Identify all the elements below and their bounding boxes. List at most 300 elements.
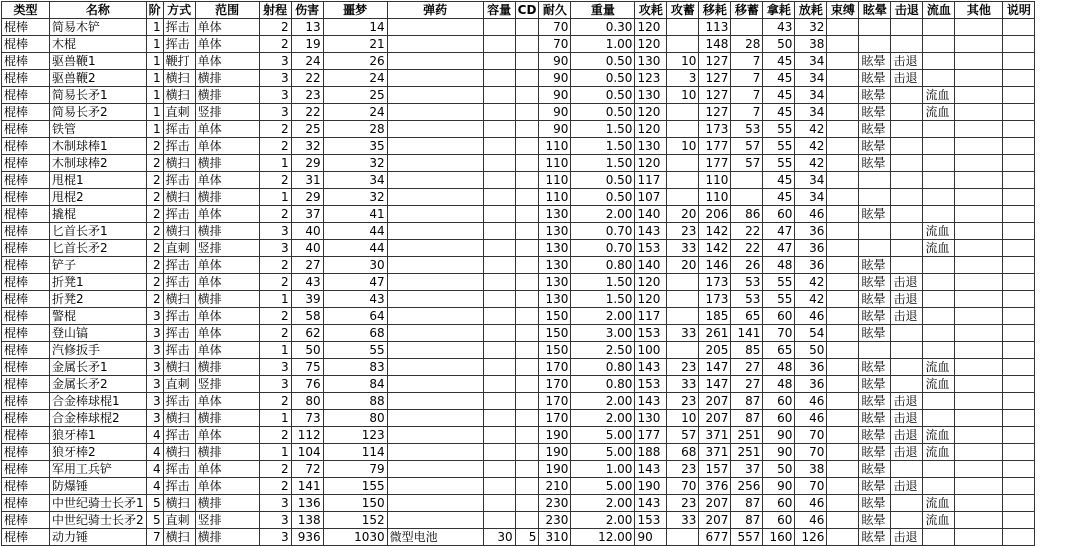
cell-ammo (387, 325, 483, 342)
cell-bind (827, 206, 859, 223)
cell-movecost: 173 (699, 291, 731, 308)
cell-reach: 1 (259, 342, 291, 359)
cell-cd (515, 53, 539, 70)
cell-ammo (387, 461, 483, 478)
column-header-dropcost: 放耗 (795, 2, 827, 19)
table-row (2, 155, 1035, 172)
cell-durability: 170 (539, 376, 571, 393)
cell-mode: 挥击 (163, 342, 195, 359)
cell-durability: 110 (539, 138, 571, 155)
cell-type: 棍棒 (2, 53, 50, 70)
table-row (2, 461, 1035, 478)
cell-mode: 横扫 (163, 444, 195, 461)
cell-weight: 0.80 (571, 257, 635, 274)
cell-range: 单体 (195, 393, 259, 410)
cell-name: 狼牙棒2 (50, 444, 147, 461)
cell-range: 单体 (195, 274, 259, 291)
cell-tier: 3 (146, 325, 163, 342)
cell-bind (827, 478, 859, 495)
cell-holdcost: 55 (763, 291, 795, 308)
cell-bleed (923, 529, 955, 546)
cell-knockback (891, 138, 923, 155)
cell-range: 横排 (195, 359, 259, 376)
cell-ammo: 微型电池 (387, 529, 483, 546)
cell-nightmare: 88 (323, 393, 387, 410)
cell-type: 棍棒 (2, 121, 50, 138)
cell-mode: 直刺 (163, 240, 195, 257)
cell-name: 木制球棒2 (50, 155, 147, 172)
cell-movecharge: 87 (731, 410, 763, 427)
cell-ammo (387, 393, 483, 410)
cell-dizzy: 眩晕 (859, 427, 891, 444)
cell-atkcost: 130 (635, 138, 667, 155)
cell-atkcharge: 57 (667, 427, 699, 444)
cell-atkcost: 120 (635, 104, 667, 121)
cell-dizzy: 眩晕 (859, 410, 891, 427)
cell-movecharge: 251 (731, 444, 763, 461)
cell-atkcharge (667, 19, 699, 36)
cell-bind (827, 512, 859, 529)
cell-movecharge: 22 (731, 223, 763, 240)
cell-movecost: 142 (699, 223, 731, 240)
cell-durability: 90 (539, 121, 571, 138)
cell-note (1003, 87, 1035, 104)
cell-reach: 2 (259, 274, 291, 291)
cell-cd (515, 36, 539, 53)
cell-tier: 3 (146, 359, 163, 376)
cell-mode: 鞭打 (163, 53, 195, 70)
cell-nightmare: 80 (323, 410, 387, 427)
cell-knockback (891, 342, 923, 359)
cell-bleed (923, 155, 955, 172)
table-row (2, 376, 1035, 393)
cell-type: 棍棒 (2, 359, 50, 376)
cell-range: 单体 (195, 427, 259, 444)
cell-damage: 80 (291, 393, 323, 410)
cell-bind (827, 393, 859, 410)
cell-cd (515, 206, 539, 223)
cell-reach: 3 (259, 376, 291, 393)
cell-type: 棍棒 (2, 257, 50, 274)
cell-bleed (923, 121, 955, 138)
cell-weight: 1.50 (571, 291, 635, 308)
cell-other (955, 53, 1003, 70)
cell-other (955, 223, 1003, 240)
cell-dizzy: 眩晕 (859, 70, 891, 87)
cell-movecharge: 37 (731, 461, 763, 478)
cell-mode: 挥击 (163, 308, 195, 325)
cell-name: 金属长矛1 (50, 359, 147, 376)
cell-bleed: 流血 (923, 512, 955, 529)
cell-bleed (923, 36, 955, 53)
column-header-nightmare: 噩梦 (323, 2, 387, 19)
cell-atkcharge: 23 (667, 223, 699, 240)
cell-dizzy: 眩晕 (859, 393, 891, 410)
cell-movecharge: 26 (731, 257, 763, 274)
cell-weight: 5.00 (571, 427, 635, 444)
cell-other (955, 529, 1003, 546)
cell-movecost: 110 (699, 189, 731, 206)
cell-note (1003, 529, 1035, 546)
cell-atkcharge: 23 (667, 359, 699, 376)
cell-range: 竖排 (195, 240, 259, 257)
cell-type: 棍棒 (2, 461, 50, 478)
cell-dropcost: 70 (795, 427, 827, 444)
cell-holdcost: 48 (763, 376, 795, 393)
cell-cd: 5 (515, 529, 539, 546)
cell-name: 木制球棒1 (50, 138, 147, 155)
table-header-row (2, 2, 1035, 19)
cell-note (1003, 53, 1035, 70)
cell-other (955, 240, 1003, 257)
cell-reach: 3 (259, 359, 291, 376)
cell-reach: 1 (259, 291, 291, 308)
cell-reach: 3 (259, 223, 291, 240)
cell-damage: 40 (291, 223, 323, 240)
cell-durability: 130 (539, 291, 571, 308)
cell-tier: 3 (146, 308, 163, 325)
cell-weight: 0.50 (571, 70, 635, 87)
cell-bleed (923, 257, 955, 274)
cell-reach: 2 (259, 308, 291, 325)
cell-cd (515, 19, 539, 36)
cell-dizzy: 眩晕 (859, 308, 891, 325)
cell-capacity (483, 121, 515, 138)
cell-type: 棍棒 (2, 223, 50, 240)
cell-bleed: 流血 (923, 359, 955, 376)
cell-weight: 0.70 (571, 223, 635, 240)
cell-movecost: 142 (699, 240, 731, 257)
cell-ammo (387, 308, 483, 325)
cell-type: 棍棒 (2, 495, 50, 512)
cell-movecost: 207 (699, 512, 731, 529)
cell-capacity (483, 427, 515, 444)
cell-durability: 170 (539, 410, 571, 427)
cell-capacity (483, 444, 515, 461)
cell-other (955, 512, 1003, 529)
cell-atkcost: 153 (635, 325, 667, 342)
column-header-type: 类型 (2, 2, 50, 19)
cell-weight: 1.50 (571, 155, 635, 172)
cell-damage: 50 (291, 342, 323, 359)
cell-atkcharge: 20 (667, 257, 699, 274)
cell-movecharge: 87 (731, 393, 763, 410)
cell-dizzy: 眩晕 (859, 359, 891, 376)
cell-capacity (483, 87, 515, 104)
cell-dizzy (859, 36, 891, 53)
table-body (2, 19, 1035, 546)
cell-capacity: 30 (483, 529, 515, 546)
cell-holdcost: 90 (763, 444, 795, 461)
cell-dropcost: 46 (795, 206, 827, 223)
cell-movecost: 157 (699, 461, 731, 478)
cell-cd (515, 393, 539, 410)
cell-note (1003, 19, 1035, 36)
cell-type: 棍棒 (2, 410, 50, 427)
cell-tier: 2 (146, 138, 163, 155)
cell-nightmare: 68 (323, 325, 387, 342)
cell-capacity (483, 138, 515, 155)
cell-dropcost: 34 (795, 189, 827, 206)
cell-other (955, 274, 1003, 291)
cell-weight: 3.00 (571, 325, 635, 342)
cell-damage: 62 (291, 325, 323, 342)
cell-capacity (483, 308, 515, 325)
cell-other (955, 87, 1003, 104)
cell-tier: 4 (146, 461, 163, 478)
cell-range: 横排 (195, 189, 259, 206)
cell-name: 简易长矛1 (50, 87, 147, 104)
cell-dizzy: 眩晕 (859, 529, 891, 546)
cell-note (1003, 172, 1035, 189)
cell-capacity (483, 359, 515, 376)
cell-weight: 2.00 (571, 308, 635, 325)
cell-other (955, 155, 1003, 172)
cell-durability: 130 (539, 257, 571, 274)
cell-bind (827, 291, 859, 308)
cell-weight: 2.00 (571, 393, 635, 410)
cell-mode: 直刺 (163, 512, 195, 529)
cell-cd (515, 87, 539, 104)
cell-note (1003, 274, 1035, 291)
cell-type: 棍棒 (2, 138, 50, 155)
cell-movecharge: 57 (731, 155, 763, 172)
cell-atkcost: 143 (635, 495, 667, 512)
cell-atkcharge (667, 189, 699, 206)
cell-note (1003, 138, 1035, 155)
cell-knockback (891, 19, 923, 36)
cell-knockback (891, 257, 923, 274)
cell-movecost: 173 (699, 121, 731, 138)
cell-cd (515, 376, 539, 393)
cell-cd (515, 410, 539, 427)
cell-range: 横排 (195, 410, 259, 427)
cell-bleed (923, 172, 955, 189)
cell-type: 棍棒 (2, 512, 50, 529)
cell-damage: 104 (291, 444, 323, 461)
cell-damage: 19 (291, 36, 323, 53)
cell-atkcharge: 23 (667, 393, 699, 410)
cell-cd (515, 189, 539, 206)
cell-knockback (891, 376, 923, 393)
cell-dizzy (859, 342, 891, 359)
cell-knockback (891, 223, 923, 240)
cell-dizzy: 眩晕 (859, 104, 891, 121)
cell-knockback (891, 512, 923, 529)
cell-other (955, 410, 1003, 427)
cell-capacity (483, 495, 515, 512)
cell-durability: 110 (539, 172, 571, 189)
cell-note (1003, 189, 1035, 206)
cell-mode: 挥击 (163, 172, 195, 189)
cell-name: 驱兽鞭1 (50, 53, 147, 70)
cell-damage: 58 (291, 308, 323, 325)
cell-knockback: 击退 (891, 291, 923, 308)
cell-movecost: 147 (699, 359, 731, 376)
cell-note (1003, 291, 1035, 308)
cell-note (1003, 155, 1035, 172)
cell-movecost: 177 (699, 155, 731, 172)
cell-type: 棍棒 (2, 274, 50, 291)
cell-atkcost: 130 (635, 87, 667, 104)
cell-capacity (483, 189, 515, 206)
cell-atkcharge (667, 291, 699, 308)
cell-dropcost: 34 (795, 87, 827, 104)
cell-name: 登山镐 (50, 325, 147, 342)
cell-note (1003, 410, 1035, 427)
cell-movecost: 146 (699, 257, 731, 274)
cell-range: 单体 (195, 342, 259, 359)
table-row (2, 427, 1035, 444)
cell-movecharge: 53 (731, 121, 763, 138)
cell-bleed (923, 189, 955, 206)
column-header-knockback: 击退 (891, 2, 923, 19)
cell-cd (515, 70, 539, 87)
column-header-weight: 重量 (571, 2, 635, 19)
cell-cd (515, 342, 539, 359)
cell-type: 棍棒 (2, 36, 50, 53)
cell-atkcost: 143 (635, 223, 667, 240)
column-header-atkcost: 攻耗 (635, 2, 667, 19)
cell-atkcharge (667, 529, 699, 546)
cell-atkcharge: 70 (667, 478, 699, 495)
cell-tier: 3 (146, 410, 163, 427)
cell-dropcost: 36 (795, 376, 827, 393)
cell-atkcharge: 23 (667, 461, 699, 478)
column-header-bind: 束缚 (827, 2, 859, 19)
cell-holdcost: 45 (763, 70, 795, 87)
cell-reach: 3 (259, 87, 291, 104)
cell-dizzy: 眩晕 (859, 257, 891, 274)
table-row (2, 70, 1035, 87)
cell-movecost: 371 (699, 444, 731, 461)
cell-range: 横排 (195, 223, 259, 240)
cell-ammo (387, 121, 483, 138)
cell-ammo (387, 257, 483, 274)
cell-type: 棍棒 (2, 342, 50, 359)
cell-note (1003, 70, 1035, 87)
cell-note (1003, 427, 1035, 444)
cell-note (1003, 393, 1035, 410)
cell-other (955, 36, 1003, 53)
cell-movecost: 127 (699, 70, 731, 87)
cell-mode: 直刺 (163, 376, 195, 393)
cell-reach: 2 (259, 172, 291, 189)
cell-atkcharge: 33 (667, 376, 699, 393)
cell-dropcost: 54 (795, 325, 827, 342)
cell-ammo (387, 427, 483, 444)
cell-capacity (483, 410, 515, 427)
cell-weight: 2.00 (571, 495, 635, 512)
cell-reach: 2 (259, 206, 291, 223)
cell-tier: 1 (146, 70, 163, 87)
cell-type: 棍棒 (2, 291, 50, 308)
cell-capacity (483, 206, 515, 223)
cell-ammo (387, 410, 483, 427)
cell-dropcost: 46 (795, 410, 827, 427)
cell-other (955, 495, 1003, 512)
cell-durability: 170 (539, 393, 571, 410)
cell-bind (827, 189, 859, 206)
cell-mode: 横扫 (163, 359, 195, 376)
cell-bind (827, 359, 859, 376)
cell-tier: 2 (146, 172, 163, 189)
cell-note (1003, 359, 1035, 376)
cell-cd (515, 240, 539, 257)
cell-movecharge: 85 (731, 342, 763, 359)
column-header-ammo: 弹药 (387, 2, 483, 19)
cell-bleed (923, 70, 955, 87)
cell-dropcost: 32 (795, 19, 827, 36)
cell-reach: 2 (259, 36, 291, 53)
cell-movecost: 177 (699, 138, 731, 155)
cell-bleed: 流血 (923, 427, 955, 444)
cell-dropcost: 38 (795, 461, 827, 478)
cell-bleed (923, 393, 955, 410)
cell-mode: 横扫 (163, 223, 195, 240)
cell-reach: 2 (259, 478, 291, 495)
cell-name: 狼牙棒1 (50, 427, 147, 444)
cell-bind (827, 121, 859, 138)
cell-bleed: 流血 (923, 240, 955, 257)
cell-atkcost: 120 (635, 36, 667, 53)
cell-weight: 0.50 (571, 189, 635, 206)
cell-durability: 230 (539, 495, 571, 512)
cell-name: 木棍 (50, 36, 147, 53)
cell-bleed: 流血 (923, 87, 955, 104)
cell-name: 匕首长矛1 (50, 223, 147, 240)
cell-capacity (483, 53, 515, 70)
cell-range: 单体 (195, 121, 259, 138)
cell-dizzy: 眩晕 (859, 461, 891, 478)
cell-durability: 90 (539, 70, 571, 87)
cell-ammo (387, 155, 483, 172)
cell-dizzy: 眩晕 (859, 478, 891, 495)
cell-ammo (387, 206, 483, 223)
cell-type: 棍棒 (2, 172, 50, 189)
cell-atkcharge (667, 308, 699, 325)
cell-type: 棍棒 (2, 529, 50, 546)
cell-nightmare: 55 (323, 342, 387, 359)
cell-nightmare: 21 (323, 36, 387, 53)
cell-dropcost: 38 (795, 36, 827, 53)
cell-cd (515, 172, 539, 189)
cell-name: 折凳1 (50, 274, 147, 291)
cell-weight: 0.50 (571, 172, 635, 189)
cell-other (955, 461, 1003, 478)
cell-durability: 150 (539, 325, 571, 342)
cell-bleed (923, 274, 955, 291)
cell-weight: 0.50 (571, 104, 635, 121)
cell-tier: 1 (146, 19, 163, 36)
cell-atkcost: 153 (635, 376, 667, 393)
column-header-atkcharge: 攻蓄 (667, 2, 699, 19)
cell-name: 铁管 (50, 121, 147, 138)
cell-movecharge: 27 (731, 359, 763, 376)
cell-dizzy (859, 172, 891, 189)
cell-atkcost: 188 (635, 444, 667, 461)
cell-dropcost: 42 (795, 138, 827, 155)
cell-movecost: 376 (699, 478, 731, 495)
cell-ammo (387, 36, 483, 53)
cell-movecost: 113 (699, 19, 731, 36)
cell-capacity (483, 36, 515, 53)
cell-atkcharge (667, 104, 699, 121)
table-row (2, 121, 1035, 138)
cell-cd (515, 325, 539, 342)
cell-cd (515, 461, 539, 478)
cell-reach: 3 (259, 70, 291, 87)
